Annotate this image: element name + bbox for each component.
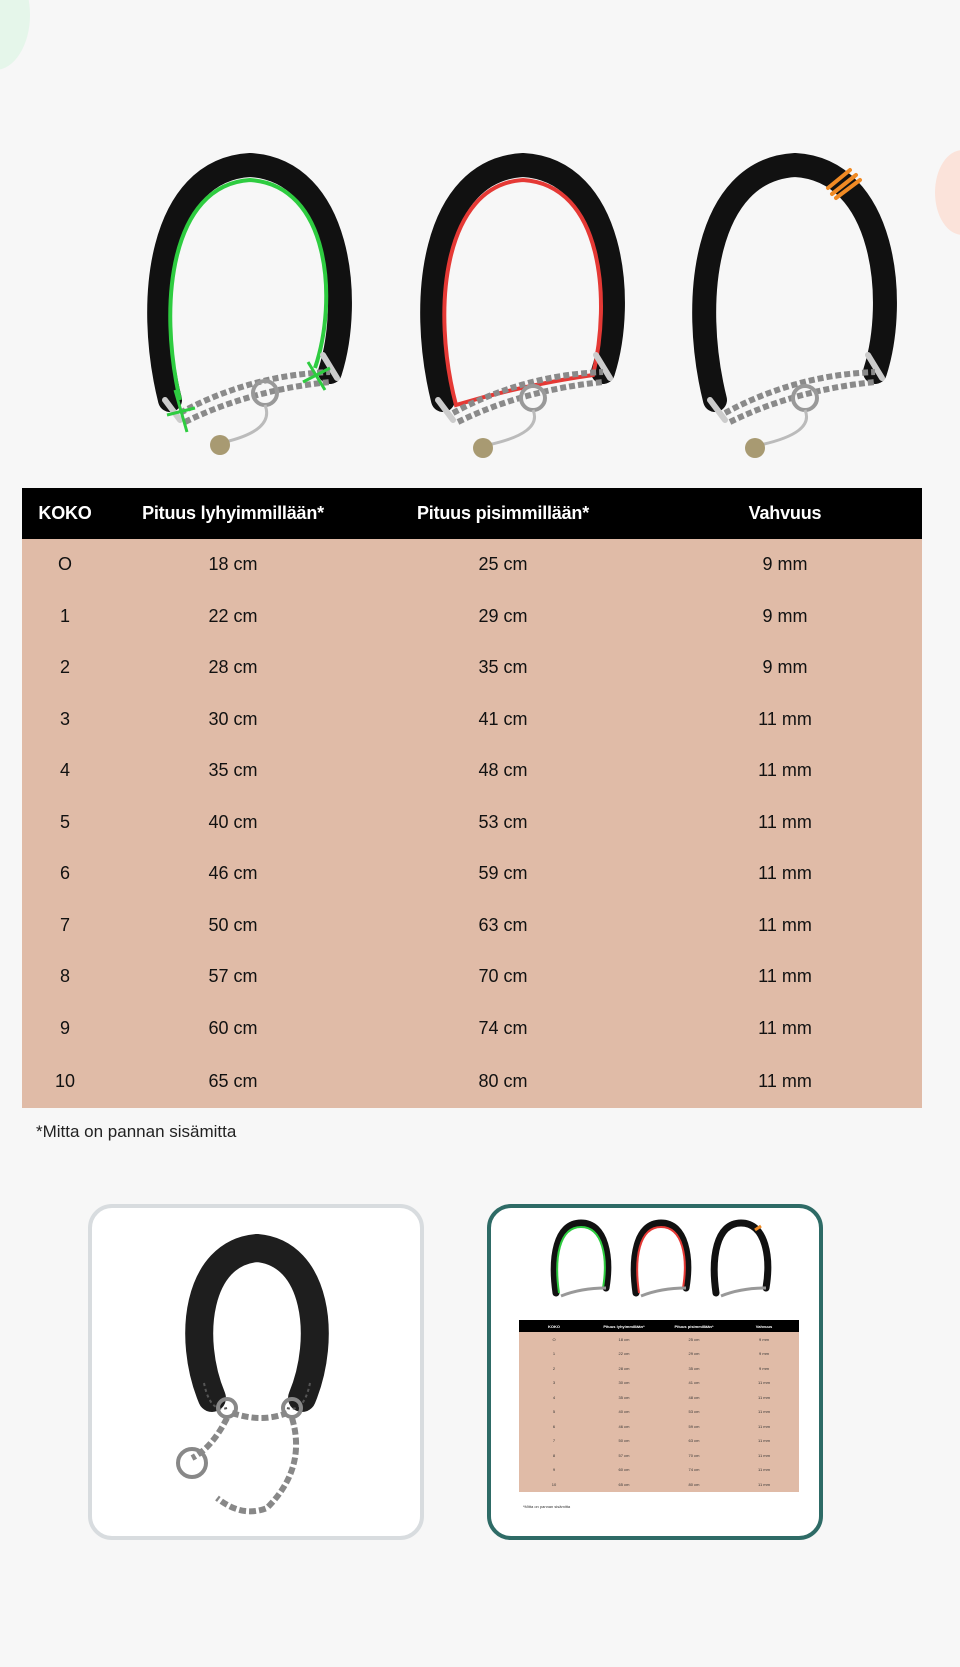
mini-cell-thickness: 11 mm bbox=[729, 1448, 799, 1463]
mini-cell-shortest-length: 50 cm bbox=[589, 1434, 659, 1449]
table-row bbox=[22, 951, 922, 1003]
mini-cell-shortest-length: 35 cm bbox=[589, 1390, 659, 1405]
mini-cell-size: 6 bbox=[519, 1419, 589, 1434]
table-row bbox=[22, 539, 922, 591]
mini-header-size: KOKO bbox=[519, 1320, 589, 1332]
mini-cell-longest-length: 70 cm bbox=[659, 1448, 729, 1463]
mini-cell-longest-length: 59 cm bbox=[659, 1419, 729, 1434]
mini-cell-longest-length: 25 cm bbox=[659, 1332, 729, 1347]
mini-table-row bbox=[519, 1477, 799, 1492]
mini-cell-shortest-length: 30 cm bbox=[589, 1376, 659, 1391]
mini-table-row bbox=[519, 1361, 799, 1376]
cell-thickness: 9 mm bbox=[648, 539, 922, 591]
mini-table-row bbox=[519, 1347, 799, 1362]
cell-longest-length: 48 cm bbox=[358, 745, 648, 797]
mini-header-longest: Pituus pisimmillään* bbox=[659, 1320, 729, 1332]
mini-table-row bbox=[519, 1332, 799, 1347]
cell-shortest-length: 28 cm bbox=[108, 642, 358, 694]
cell-thickness: 11 mm bbox=[648, 694, 922, 746]
mini-footnote: *Mitta on pannan sisämitta bbox=[523, 1504, 571, 1509]
mini-cell-longest-length: 80 cm bbox=[659, 1477, 729, 1492]
size-chart-thumbnail-icon bbox=[491, 1208, 819, 1318]
cell-size: 7 bbox=[22, 900, 108, 952]
mini-cell-thickness: 11 mm bbox=[729, 1405, 799, 1420]
cell-longest-length: 25 cm bbox=[358, 539, 648, 591]
cell-shortest-length: 60 cm bbox=[108, 1003, 358, 1055]
table-row bbox=[22, 694, 922, 746]
cell-size: 6 bbox=[22, 848, 108, 900]
cell-thickness: 9 mm bbox=[648, 591, 922, 643]
cell-size: 8 bbox=[22, 951, 108, 1003]
header-thickness: Vahvuus bbox=[648, 488, 922, 539]
mini-table-row bbox=[519, 1419, 799, 1434]
mini-cell-shortest-length: 28 cm bbox=[589, 1361, 659, 1376]
mini-cell-shortest-length: 22 cm bbox=[589, 1347, 659, 1362]
cell-shortest-length: 30 cm bbox=[108, 694, 358, 746]
cell-longest-length: 59 cm bbox=[358, 848, 648, 900]
mini-cell-longest-length: 29 cm bbox=[659, 1347, 729, 1362]
mini-cell-size: 5 bbox=[519, 1405, 589, 1420]
mini-table-row bbox=[519, 1405, 799, 1420]
cell-shortest-length: 35 cm bbox=[108, 745, 358, 797]
table-row bbox=[22, 745, 922, 797]
table-row bbox=[22, 797, 922, 849]
cell-longest-length: 35 cm bbox=[358, 642, 648, 694]
mini-table-row bbox=[519, 1434, 799, 1449]
mini-cell-longest-length: 48 cm bbox=[659, 1390, 729, 1405]
mini-cell-shortest-length: 46 cm bbox=[589, 1419, 659, 1434]
cell-shortest-length: 57 cm bbox=[108, 951, 358, 1003]
mini-cell-size: 2 bbox=[519, 1361, 589, 1376]
collar-photo-icon bbox=[92, 1208, 420, 1536]
size-table bbox=[22, 488, 922, 1108]
mini-cell-thickness: 11 mm bbox=[729, 1463, 799, 1478]
mini-header-shortest: Pituus lyhyimmillään* bbox=[589, 1320, 659, 1332]
mini-table-row bbox=[519, 1390, 799, 1405]
size-table-body bbox=[22, 539, 922, 1108]
mini-cell-thickness: 11 mm bbox=[729, 1419, 799, 1434]
mini-cell-thickness: 11 mm bbox=[729, 1477, 799, 1492]
mini-table-row bbox=[519, 1448, 799, 1463]
collar-shortest-measure-icon bbox=[125, 150, 375, 480]
mini-cell-size: 4 bbox=[519, 1390, 589, 1405]
table-row bbox=[22, 848, 922, 900]
mini-cell-size: 10 bbox=[519, 1477, 589, 1492]
cell-shortest-length: 50 cm bbox=[108, 900, 358, 952]
mini-cell-shortest-length: 65 cm bbox=[589, 1477, 659, 1492]
mini-cell-thickness: 11 mm bbox=[729, 1434, 799, 1449]
header-size: KOKO bbox=[22, 488, 108, 539]
footnote: *Mitta on pannan sisämitta bbox=[36, 1122, 237, 1141]
cell-longest-length: 70 cm bbox=[358, 951, 648, 1003]
cell-shortest-length: 22 cm bbox=[108, 591, 358, 643]
table-row bbox=[22, 642, 922, 694]
mini-cell-thickness: 11 mm bbox=[729, 1376, 799, 1391]
mini-cell-thickness: 11 mm bbox=[729, 1390, 799, 1405]
table-row bbox=[22, 1003, 922, 1055]
cell-thickness: 11 mm bbox=[648, 797, 922, 849]
cell-thickness: 11 mm bbox=[648, 1003, 922, 1055]
cell-thickness: 11 mm bbox=[648, 745, 922, 797]
cell-size: 5 bbox=[22, 797, 108, 849]
mini-cell-longest-length: 41 cm bbox=[659, 1376, 729, 1391]
mini-size-table bbox=[519, 1320, 799, 1492]
table-row bbox=[22, 900, 922, 952]
mini-cell-size: 9 bbox=[519, 1463, 589, 1478]
mini-cell-thickness: 9 mm bbox=[729, 1361, 799, 1376]
cell-shortest-length: 18 cm bbox=[108, 539, 358, 591]
thumbnail-collar-photo[interactable] bbox=[88, 1204, 424, 1540]
mini-cell-longest-length: 53 cm bbox=[659, 1405, 729, 1420]
cell-longest-length: 29 cm bbox=[358, 591, 648, 643]
thumbnail-size-chart-selected[interactable] bbox=[487, 1204, 823, 1540]
mini-cell-size: O bbox=[519, 1332, 589, 1347]
table-row bbox=[22, 1054, 922, 1108]
mini-cell-longest-length: 74 cm bbox=[659, 1463, 729, 1478]
mini-cell-shortest-length: 60 cm bbox=[589, 1463, 659, 1478]
cell-thickness: 11 mm bbox=[648, 951, 922, 1003]
cell-thickness: 9 mm bbox=[648, 642, 922, 694]
cell-thickness: 11 mm bbox=[648, 848, 922, 900]
cell-size: 2 bbox=[22, 642, 108, 694]
mini-cell-longest-length: 35 cm bbox=[659, 1361, 729, 1376]
cell-shortest-length: 46 cm bbox=[108, 848, 358, 900]
header-shortest-length: Pituus lyhyimmillään* bbox=[108, 488, 358, 539]
table-row bbox=[22, 591, 922, 643]
cell-size: O bbox=[22, 539, 108, 591]
cell-longest-length: 53 cm bbox=[358, 797, 648, 849]
mini-cell-thickness: 9 mm bbox=[729, 1332, 799, 1347]
mini-cell-shortest-length: 57 cm bbox=[589, 1448, 659, 1463]
mini-cell-size: 1 bbox=[519, 1347, 589, 1362]
mini-cell-thickness: 9 mm bbox=[729, 1347, 799, 1362]
mini-cell-size: 7 bbox=[519, 1434, 589, 1449]
cell-size: 4 bbox=[22, 745, 108, 797]
cell-thickness: 11 mm bbox=[648, 1054, 922, 1108]
cell-longest-length: 80 cm bbox=[358, 1054, 648, 1108]
cell-thickness: 11 mm bbox=[648, 900, 922, 952]
header-longest-length: Pituus pisimmillään* bbox=[358, 488, 648, 539]
decorative-blob-green bbox=[0, 0, 30, 70]
mini-cell-size: 3 bbox=[519, 1376, 589, 1391]
measurement-illustrations bbox=[0, 150, 960, 480]
mini-cell-shortest-length: 40 cm bbox=[589, 1405, 659, 1420]
cell-longest-length: 41 cm bbox=[358, 694, 648, 746]
cell-size: 10 bbox=[22, 1054, 108, 1108]
cell-size: 1 bbox=[22, 591, 108, 643]
mini-cell-longest-length: 63 cm bbox=[659, 1434, 729, 1449]
collar-thickness-measure-icon bbox=[670, 150, 920, 480]
cell-shortest-length: 65 cm bbox=[108, 1054, 358, 1108]
cell-longest-length: 63 cm bbox=[358, 900, 648, 952]
cell-size: 9 bbox=[22, 1003, 108, 1055]
cell-size: 3 bbox=[22, 694, 108, 746]
mini-table-row bbox=[519, 1463, 799, 1478]
mini-table-row bbox=[519, 1376, 799, 1391]
cell-shortest-length: 40 cm bbox=[108, 797, 358, 849]
mini-header-thickness: Vahvuus bbox=[729, 1320, 799, 1332]
size-table-header bbox=[22, 488, 922, 539]
mini-cell-shortest-length: 18 cm bbox=[589, 1332, 659, 1347]
mini-cell-size: 8 bbox=[519, 1448, 589, 1463]
cell-longest-length: 74 cm bbox=[358, 1003, 648, 1055]
collar-longest-measure-icon bbox=[398, 150, 648, 480]
